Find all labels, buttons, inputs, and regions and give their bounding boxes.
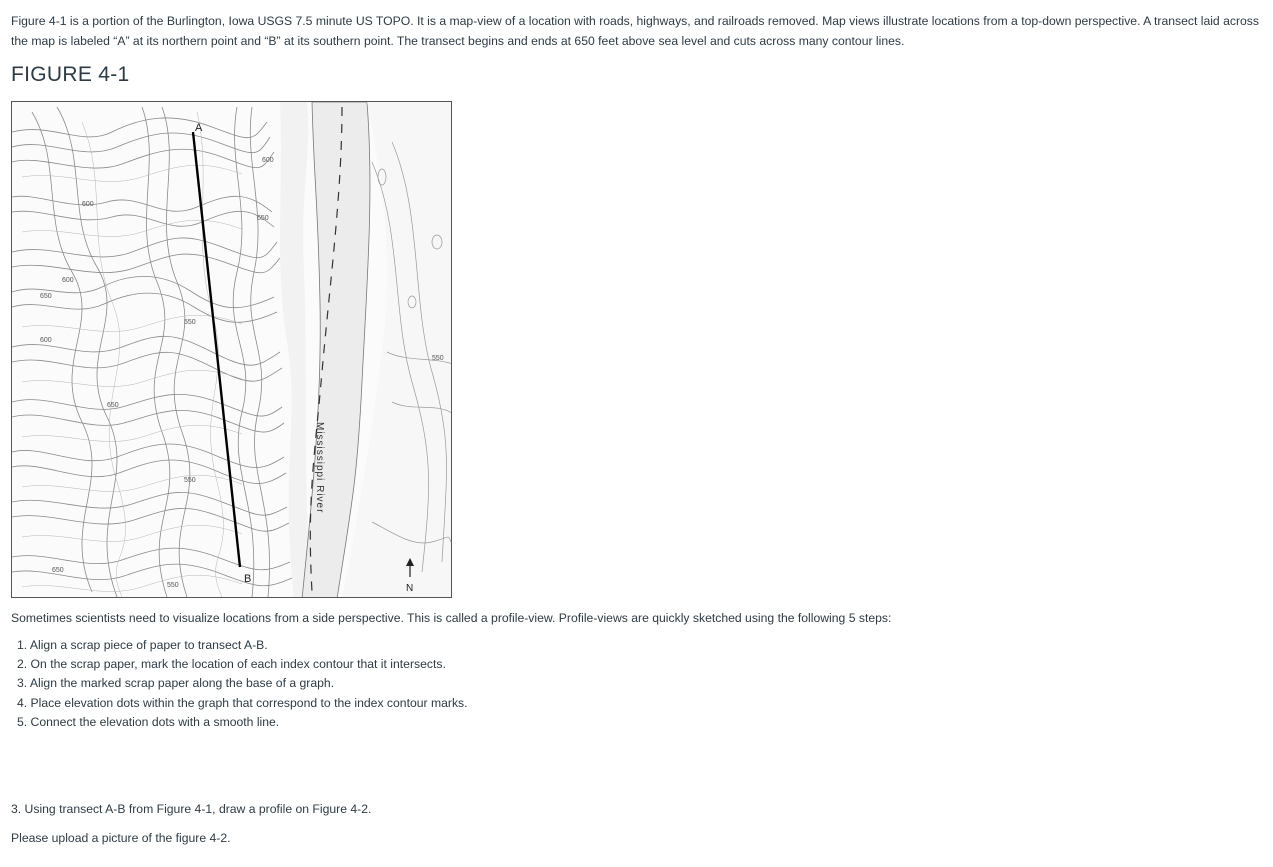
contour-label: 550 (167, 582, 179, 589)
upload-prompt: Please upload a picture of the figure 4-2. (11, 831, 231, 845)
river-label: Mississippi River (314, 422, 325, 514)
contour-label: 650 (107, 402, 119, 409)
step-item: 2. On the scrap paper, mark the location of each index contour that it intersects. (17, 657, 446, 672)
step-item: 4. Place elevation dots within the graph that correspond to the index contour marks. (17, 695, 468, 710)
step-item: 3. Align the marked scrap paper along the base of a graph. (17, 676, 335, 691)
step-item: 5. Connect the elevation dots with a smooth line. (17, 714, 280, 729)
river-bank-west (280, 102, 312, 598)
point-a-label: A (195, 122, 203, 134)
contour-label: 650 (257, 215, 269, 222)
transect-line-a-b (193, 132, 240, 567)
profile-intro: Sometimes scientists need to visualize locations from a side perspective. This is called a profile-view. Profile-views are quickly sketched using the following 5 steps: (11, 611, 892, 625)
question-text: 3. Using transect A-B from Figure 4-1, draw a profile on Figure 4-2. (11, 802, 372, 816)
intro-paragraph: Figure 4-1 is a portion of the Burlington, Iowa USGS 7.5 minute US TOPO. It is a map-view of a location with roads, highways, and railroads removed. Map views illustrate locations from a top-down perspective. A transect laid across the map is labeled “A” at its northern point and “B” at its southern point. The transect begins and ends at 650 feet above sea level and cuts across many contour lines. (11, 14, 1259, 48)
north-label: N (406, 583, 414, 594)
contour-label: 600 (262, 157, 274, 164)
figure-title: FIGURE 4-1 (11, 63, 130, 86)
contour-label: 650 (52, 567, 64, 574)
topographic-map (11, 101, 452, 598)
contour-detail (22, 112, 242, 597)
contour-label: 600 (82, 201, 94, 208)
contour-label: 550 (432, 355, 444, 362)
point-b-label: B (244, 573, 252, 585)
step-item: 1. Align a scrap piece of paper to transect A-B. (17, 638, 268, 652)
contour-label: 550 (184, 319, 196, 326)
contour-label: 550 (184, 477, 196, 484)
contour-lines (12, 107, 292, 597)
steps-list (17, 636, 468, 732)
contour-label: 650 (40, 293, 52, 300)
contour-label: 600 (40, 337, 52, 344)
contour-label: 600 (62, 277, 74, 284)
